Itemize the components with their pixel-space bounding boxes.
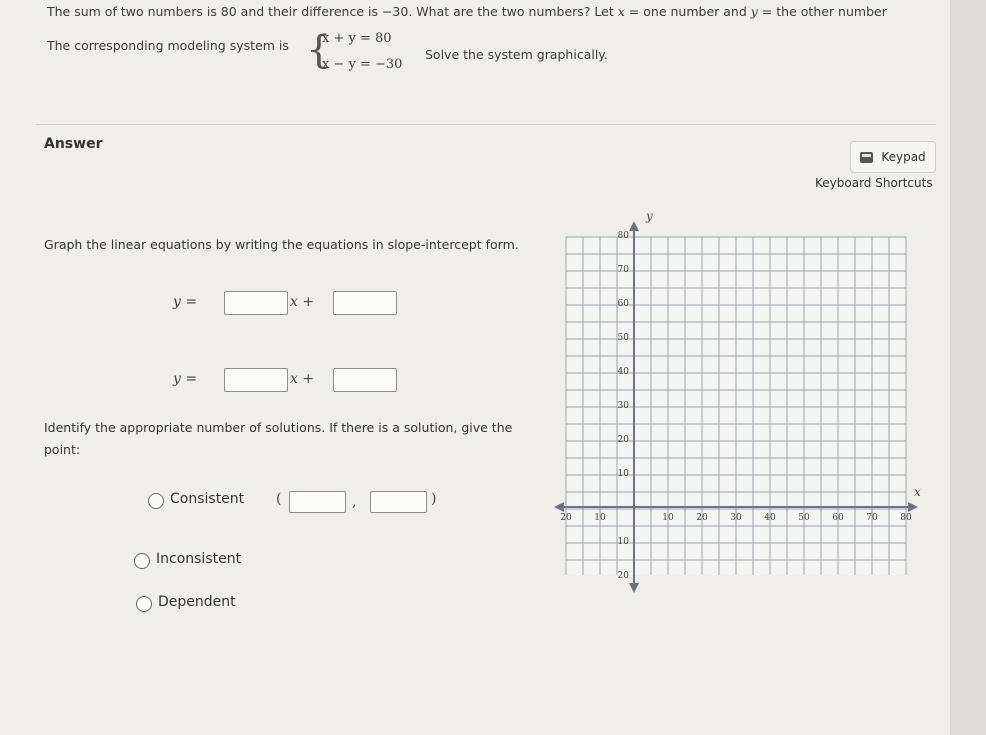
y-definition: the other number (776, 4, 887, 19)
x-tick-label: 20 (560, 513, 572, 523)
answer-heading: Answer (44, 136, 103, 152)
x-definition: one number and (643, 4, 747, 19)
y-tick-label: 50 (617, 333, 629, 343)
system-label: The corresponding modeling system is (47, 38, 289, 53)
paren-close: ) (431, 491, 437, 507)
x-tick-label: 30 (730, 513, 742, 523)
system-equation-1: x + y = 80 (322, 31, 392, 46)
equation-1-y: y = (173, 294, 198, 310)
consistent-label: Consistent (170, 491, 245, 507)
y-tick-label: 40 (617, 367, 629, 377)
y-tick-label: 60 (617, 299, 629, 309)
x-tick-label: 10 (594, 513, 606, 523)
y-tick-label: 30 (617, 401, 629, 411)
x-tick-label: 70 (866, 513, 878, 523)
comma: , (352, 494, 357, 510)
x-tick-label: 60 (832, 513, 844, 523)
inconsistent-label: Inconsistent (156, 551, 242, 567)
y-eq: = (761, 4, 773, 19)
y-var: y (750, 4, 758, 19)
y-tick-label: 20 (617, 435, 629, 445)
equation-2-x: x + (290, 371, 315, 387)
system-equation-2: x − y = −30 (322, 57, 403, 72)
y-axis-label: y (646, 209, 653, 223)
keypad-label: Keypad (881, 150, 926, 164)
x-eq: = (628, 4, 640, 19)
y-tick-label: 80 (617, 231, 629, 241)
y-axis-arrow-down (629, 583, 639, 593)
keyboard-shortcuts-link[interactable]: Keyboard Shortcuts (815, 176, 933, 190)
x-tick-label: 40 (764, 513, 776, 523)
paren-open: ( (276, 491, 282, 507)
x-var: x (617, 4, 625, 19)
x-tick-label: 50 (798, 513, 810, 523)
x-axis-arrow-right (908, 502, 918, 512)
y-tick-label: 10 (617, 469, 629, 479)
y-axis-arrow-up (629, 221, 639, 231)
question-line1: The sum of two numbers is 80 and their difference is −30. What are the two numbers? Let (47, 4, 614, 19)
x-axis-arrow-left (554, 502, 564, 512)
x-axis-label: x (914, 485, 921, 499)
graph-instruction: Graph the linear equations by writing the equations in slope-intercept form. (44, 237, 519, 252)
x-tick-label: 20 (696, 513, 708, 523)
solve-instruction: Solve the system graphically. (425, 47, 608, 62)
equation-2-y: y = (173, 371, 198, 387)
y-tick-label: 70 (617, 265, 629, 275)
y-tick-label: 10 (617, 537, 629, 547)
x-tick-label: 80 (900, 513, 912, 523)
y-tick-label: 20 (617, 571, 629, 581)
identify-instruction-line1: Identify the appropriate number of solutions. If there is a solution, give the (44, 420, 513, 435)
system-brace: { (306, 28, 332, 72)
x-tick-label: 10 (662, 513, 674, 523)
identify-instruction-line2: point: (44, 442, 81, 457)
equation-1-x: x + (290, 294, 315, 310)
dependent-label: Dependent (158, 594, 236, 610)
